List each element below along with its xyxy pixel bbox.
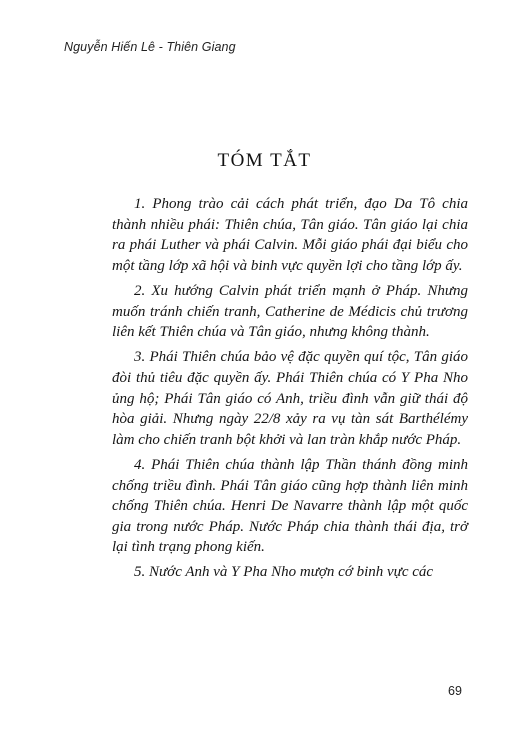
summary-paragraph-3: 3. Phái Thiên chúa bảo vệ đặc quyền quí tộc, Tân giáo đòi thủ tiêu đặc quyền ấy. Phái Thiên chúa có Y Pha Nho ủng hộ; Phái Tân giáo có Anh, triều đình vẫn giữ thái độ hòa giải. Nhưng ngày 22/8 xảy ra vụ tàn sát Barthélémy làm cho chiến tranh bột khởi và lan tràn khắp nước Pháp. (112, 349, 468, 448)
summary-paragraph-4: 4. Phái Thiên chúa thành lập Thần thánh đồng minh chống triều đình. Phái Tân giáo cũng hợp thành liên minh chống Thiên chúa. Henri De Navarre thành lập một quốc gia trong nước Pháp. Nước Pháp chia thành thái địa, trở lại tình trạng phong kiến. (112, 456, 468, 556)
running-header: Nguyễn Hiến Lê - Thiên Giang (64, 40, 236, 54)
summary-body (112, 194, 468, 588)
summary-paragraph-2: 2. Xu hướng Calvin phát triển mạnh ở Pháp. Nhưng muốn tránh chiến tranh, Catherine de Médicis chủ trương liên kết Thiên chúa và Tân giáo, nhưng không thành. (112, 282, 468, 341)
summary-paragraph-5: 5. Nước Anh và Y Pha Nho mượn cớ binh vực các (134, 564, 434, 581)
section-title: TÓM TẮT (217, 150, 312, 171)
summary-paragraph-1: 1. Phong trào cải cách phát triển, đạo Da Tô chia thành nhiều phái: Thiên chúa, Tân giáo. Tân giáo lại chia ra phái Luther và phái Calvin. Mỗi giáo phái đại biểu cho một tầng lớp xã hội và binh vực quyền lợi cho tầng lớp ấy. (112, 196, 468, 274)
page-number: 69 (448, 684, 462, 698)
